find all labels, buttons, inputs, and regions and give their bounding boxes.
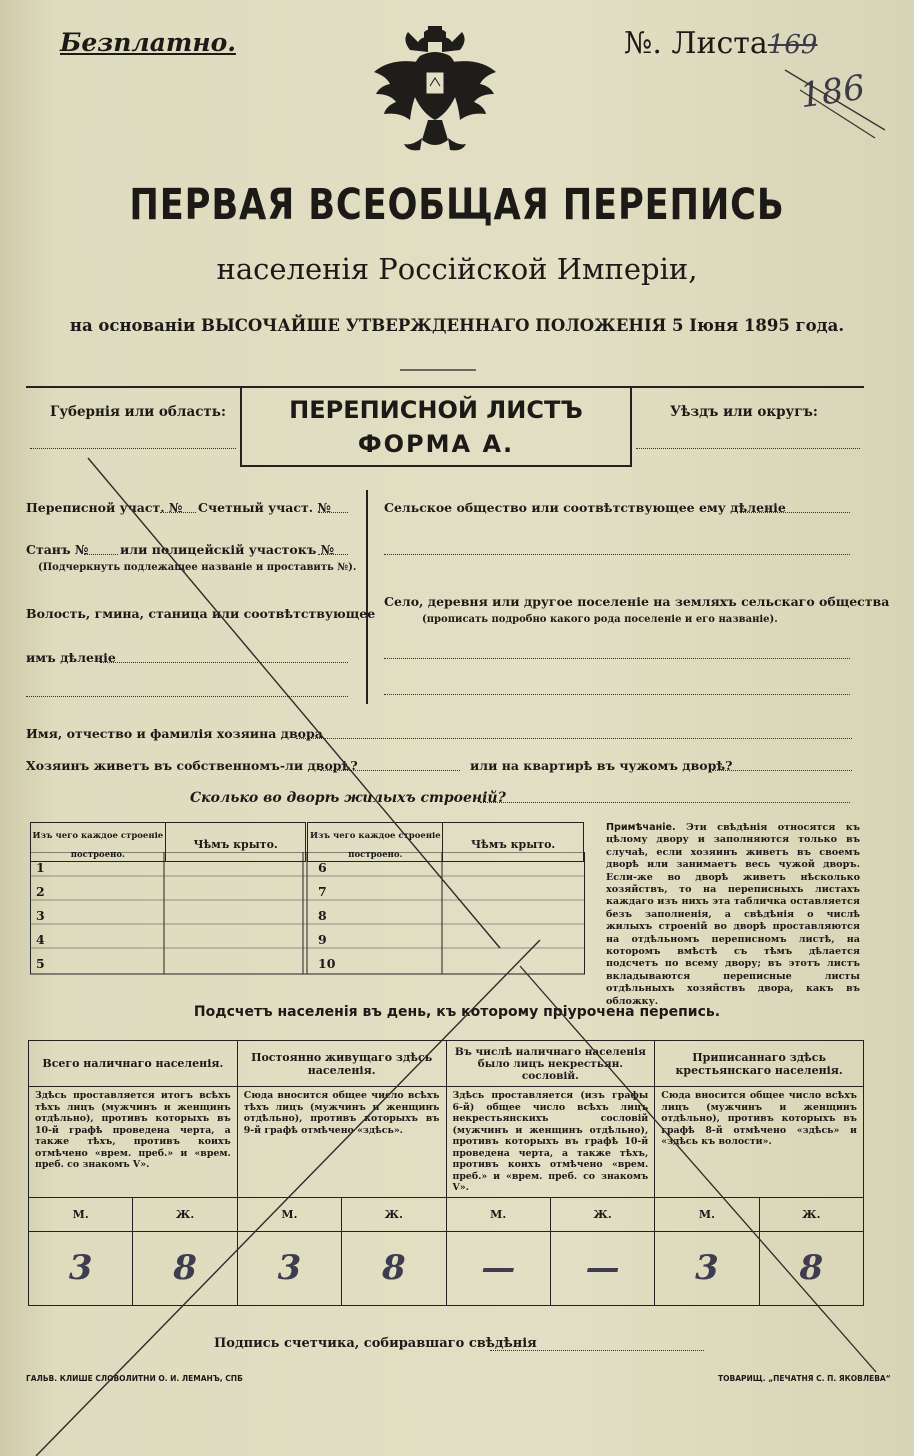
total-male-value[interactable]: 3: [29, 1231, 133, 1305]
police-district-label: или полицейскій участокъ №: [120, 542, 335, 557]
count-section-label: Счетный участ. №: [198, 500, 331, 515]
row-number: 2: [36, 884, 45, 899]
peasant-female-value[interactable]: 8: [759, 1231, 863, 1305]
count-col3-desc: Здѣсь проставляется (изъ графы 6-й) общее число всѣхъ лицъ некрестьянскихъ сословій (мужчинъ и женщинъ отдѣльно), противъ которыхъ въ графѣ 10-й проведена черта, а также тѣхъ, противъ коихъ отмѣчено «врем. преб.» и «врем. преб. со знакомъ V».: [446, 1087, 655, 1198]
row-number: 8: [318, 908, 327, 923]
buildings-count-field[interactable]: [480, 802, 850, 803]
enumerator-signature-label: Подпись счетчика, собиравшаго свѣдѣнія: [214, 1336, 537, 1351]
female-label: Ж.: [133, 1197, 237, 1231]
enumerator-signature-field[interactable]: [490, 1350, 704, 1351]
sheet-number-label: №. Листа: [624, 26, 768, 61]
sheet-number-handwritten: 186: [797, 67, 868, 117]
row-number: 5: [36, 956, 45, 971]
sheet-number-strokes: [780, 60, 890, 140]
count-col2-desc: Сюда вносится общее число всѣхъ тѣхъ лицъ (мужчинъ и женщинъ отдѣльно), противъ которыхъ въ 9-й графѣ отмѣчено «здѣсь».: [237, 1087, 446, 1198]
buildings-table-grid: [30, 852, 586, 976]
male-label: М.: [237, 1197, 341, 1231]
rural-society-field[interactable]: [740, 512, 850, 513]
count-col4-head: Приписаннаго здѣсь крестьянскаго населенія.: [655, 1041, 864, 1087]
total-female-value[interactable]: 8: [133, 1231, 237, 1305]
col-material-header: Изъ чего каждое строеніе построено.: [31, 823, 166, 862]
female-label: Ж.: [759, 1197, 863, 1231]
double-headed-eagle-emblem: [370, 22, 500, 164]
peasant-male-value[interactable]: 3: [655, 1231, 759, 1305]
note-block: [606, 822, 860, 1008]
female-label: Ж.: [342, 1197, 446, 1231]
count-section-field[interactable]: [318, 512, 348, 513]
stan-label: Станъ №: [26, 542, 89, 557]
volost-label: Волость, гмина, станица или соотвѣтствующее: [26, 606, 376, 621]
male-label: М.: [446, 1197, 550, 1231]
census-section-label: Переписной участ. №: [26, 500, 183, 515]
form-header-rule: [26, 386, 864, 388]
village-note: (прописать подробно какого рода поселеніе и его названіе).: [422, 614, 778, 625]
fields-column-divider: [366, 490, 368, 704]
district-label: Уѣздъ или округъ:: [670, 404, 818, 420]
male-label: М.: [655, 1197, 759, 1231]
form-header-bottom-rule: [240, 465, 632, 467]
row-number: 3: [36, 908, 45, 923]
row-number: 4: [36, 932, 45, 947]
stan-field[interactable]: [84, 554, 118, 555]
row-number: 10: [318, 956, 336, 971]
row-number: 9: [318, 932, 327, 947]
subtitle: населенія Россійской Имперіи,: [216, 252, 698, 286]
count-table: [28, 1040, 864, 1306]
count-col2-head: Постоянно живущаго здѣсь населенія.: [237, 1041, 446, 1087]
row-number: 1: [36, 860, 45, 875]
delenie-field-2[interactable]: [26, 696, 348, 697]
owner-name-field[interactable]: [296, 738, 852, 739]
owner-lives-label: Хозяинъ живетъ въ собственномъ-ли дворѣ?: [26, 758, 358, 773]
form-title: ПЕРЕПИСНОЙ ЛИСТЪ: [289, 396, 583, 424]
district-field[interactable]: [636, 448, 860, 449]
note-text: Эти свѣдѣнія относятся къ цѣлому двору и заполняются только въ случаѣ, если хозяинъ живетъ въ своемъ дворѣ или занимаетъ весь чужой дворъ. Если-же во дворѣ живетъ нѣсколько хозяйствъ, то на переписныхъ листахъ каждаго изъ нихъ эта табличка оставляется безъ заполненія, а свѣдѣнія о числѣ жилыхъ строеній во дворѣ проставляются на отдѣльномъ переписномъ листѣ, на которомъ вмѣстѣ съ тѣмъ дѣлается подсчетъ по всему двору; въ этотъ листъ вкладываются переписные листы отдѣльныхъ хозяйствъ двора, какъ въ обложку.: [606, 822, 861, 1007]
ornament-divider: [400, 366, 476, 374]
form-subtitle: ФОРМА А.: [357, 430, 515, 458]
count-title: Подсчетъ населенія въ день, къ которому пріурочена перепись.: [193, 1004, 721, 1020]
female-label: Ж.: [550, 1197, 654, 1231]
col-roof-header-2: Чѣмъ крыто.: [443, 823, 584, 862]
col-material-header-2: Изъ чего каждое строеніе построено.: [307, 823, 443, 862]
province-label: Губернія или область:: [50, 404, 226, 420]
permanent-male-value[interactable]: 3: [237, 1231, 341, 1305]
stan-note: (Подчеркнуть подлежащее названіе и проставить №).: [38, 562, 357, 573]
buildings-question: Сколько во дворѣ жилыхъ строеній?: [190, 790, 506, 806]
subtitle-decree: на основаніи ВЫСОЧАЙШЕ УТВЕРЖДЕННАГО ПОЛОЖЕНІЯ 5 Іюня 1895 года.: [69, 316, 845, 335]
count-col3-head: Въ числѣ наличнаго населенія было лицъ некрестьян. сословій.: [446, 1041, 655, 1087]
count-col4-desc: Сюда вносится общее число всѣхъ лицъ (мужчинъ и женщинъ отдѣльно), противъ которыхъ въ графѣ 8-й отмѣчено «здѣсь» и «здѣсь къ волости».: [655, 1087, 864, 1198]
rows-right: [318, 856, 335, 976]
sheet-number: [624, 22, 817, 62]
note-label: Примѣчаніе.: [606, 822, 676, 833]
imprint-right: ТОВАРИЩ. „ПЕЧАТНЯ С. П. ЯКОВЛЕВА“: [718, 1374, 891, 1383]
count-col1-desc: Здѣсь проставляется итогъ всѣхъ тѣхъ лицъ (мужчинъ и женщинъ отдѣльно), противъ которыхъ въ 10-й графѣ проведена черта, а также тѣхъ, противъ коихъ отмѣчено «врем. преб.» и «врем. преб. со знакомъ V».: [29, 1087, 238, 1198]
census-section-field[interactable]: [160, 512, 196, 513]
permanent-female-value[interactable]: 8: [342, 1231, 446, 1305]
row-number: 7: [318, 884, 327, 899]
delenie-field[interactable]: [100, 662, 348, 663]
rural-society-field-2[interactable]: [384, 554, 850, 555]
rural-society-label: Сельское общество или соотвѣтствующее ему дѣленіе: [384, 500, 786, 515]
row-number: 6: [318, 860, 327, 875]
imprint-left: ГАЛЬВ. КЛИШЕ СЛОВОЛИТНИ О. И. ЛЕМАНЪ, СПБ: [26, 1374, 243, 1383]
village-field-2[interactable]: [384, 694, 850, 695]
owner-lives-field[interactable]: [320, 770, 460, 771]
page-title: ПЕРВАЯ ВСЕОБЩАЯ ПЕРЕПИСЬ: [129, 180, 785, 230]
owner-name-label: Имя, отчество и фамилія хозяина двора: [26, 726, 323, 741]
col-roof-header: Чѣмъ крыто.: [165, 823, 307, 862]
police-district-field[interactable]: [318, 554, 348, 555]
rows-left: [36, 856, 45, 976]
nonpeasant-female-value[interactable]: —: [550, 1231, 654, 1305]
delenie-label: имъ дѣленіе: [26, 650, 116, 665]
nonpeasant-male-value[interactable]: —: [446, 1231, 550, 1305]
male-label: М.: [29, 1197, 133, 1231]
free-of-charge-label: Безплатно.: [60, 28, 236, 57]
apartment-label: или на квартирѣ въ чужомъ дворѣ?: [470, 758, 733, 773]
village-label: Село, деревня или другое поселеніе на земляхъ сельскаго общества: [384, 594, 890, 609]
sheet-number-struck: 169: [767, 30, 818, 60]
village-field[interactable]: [384, 658, 850, 659]
apartment-field[interactable]: [712, 770, 852, 771]
province-field[interactable]: [30, 448, 236, 449]
count-col1-head: Всего наличнаго населенія.: [29, 1041, 238, 1087]
